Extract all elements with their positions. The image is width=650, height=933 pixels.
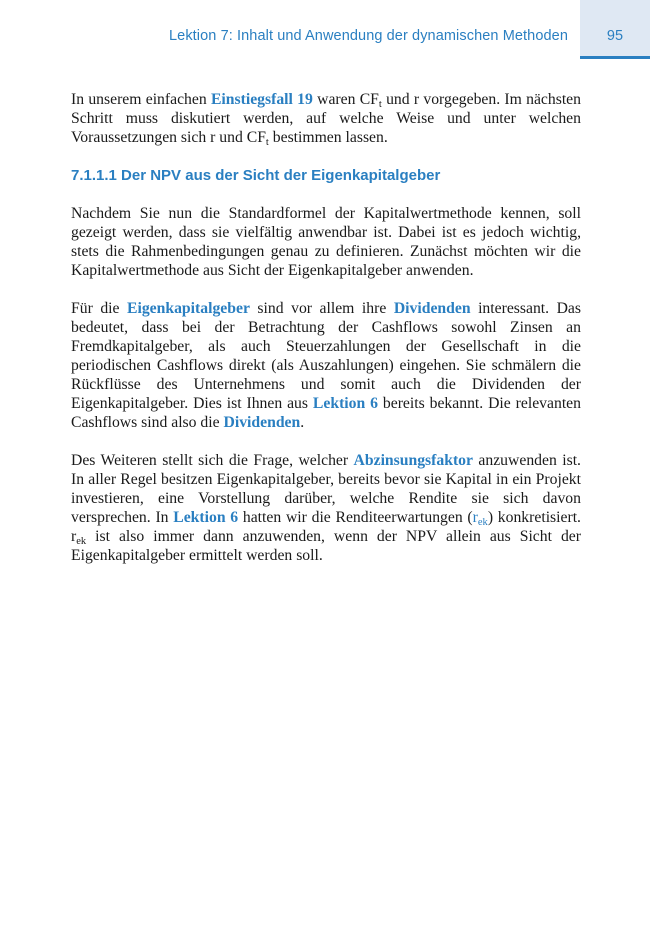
keyword-abzinsungsfaktor: Abzinsungsfaktor	[353, 452, 473, 469]
text: ist also immer dann anzuwenden, wenn der NPV allein aus Sicht der Eigenkapitalgeber ermittelt werden soll.	[71, 528, 581, 564]
text: und r vorgegeben. Im nächsten Schritt muss diskutiert werden, auf welche Weise und unter welchen Voraussetzungen sich r und CF	[71, 91, 581, 146]
lesson-link[interactable]: Lektion 6	[312, 395, 378, 412]
paragraph-standard-formula: Nachdem Sie nun die Standardformel der Kapitalwertmethode kennen, soll gezeigt werden, dass sie vielfältig anwendbar ist. Dabei ist es jedoch wichtig, stets die Rahmenbedingungen genau zu definieren. Zunächst möchten wir die Kapitalwertmethode aus Sicht der Eigenkapitalgeber anwenden.	[71, 205, 581, 279]
running-header: Lektion 7: Inhalt und Anwendung der dynamischen Methoden	[169, 28, 568, 44]
symbol: r	[472, 509, 478, 526]
subscript: ek	[76, 536, 87, 547]
text: anzuwenden ist. In aller Regel besitzen Eigenkapitalgeber, bereits bevor sie Kapital in ein Projekt investieren, eine Vorstellung darüber, welche Rendite sie sich davon versprechen. In	[71, 452, 581, 526]
keyword-eigenkapitalgeber: Eigenkapitalgeber	[127, 300, 250, 317]
paragraph-discount-factor	[71, 451, 581, 565]
lesson-link[interactable]: Lektion 6	[173, 509, 239, 526]
page-number: 95	[606, 28, 624, 44]
keyword-dividenden: Dividenden	[393, 300, 471, 317]
text: interessant. Das bedeutet, dass bei der Betrachtung der Cashflows sowohl Zinsen an Fremdkapitalgeber, als auch Steuerzahlungen der Gesellschaft in die periodischen Cashflows direkt (als Auszahlungen) eingehen. Sie schmälern die Rückflüsse des Unternehmens und somit auch die Dividenden der Eigenkapitalgeber. Dies ist Ihnen aus	[71, 300, 581, 412]
subscript: t	[378, 99, 382, 110]
text: bestimmen lassen.	[268, 129, 388, 146]
case-link[interactable]: Einstiegsfall 19	[210, 91, 313, 108]
text: Für die	[71, 300, 128, 317]
subscript: t	[265, 137, 269, 148]
page-content	[71, 90, 581, 584]
section-heading: 7.1.1.1 Der NPV aus der Sicht der Eigenkapitalgeber	[71, 167, 441, 184]
paragraph-dividends	[71, 299, 581, 432]
text: In unserem einfachen	[71, 91, 211, 108]
text: ) konkretisiert. r	[71, 509, 581, 545]
keyword-dividenden: Dividenden	[223, 414, 301, 431]
text: Des Weiteren stellt sich die Frage, welcher	[71, 452, 354, 469]
text: waren CF	[312, 91, 379, 108]
subscript: ek	[477, 517, 488, 528]
page-number-box	[580, 0, 650, 59]
text: sind vor allem ihre	[249, 300, 394, 317]
text: hatten wir die Renditeerwartungen (	[238, 509, 473, 526]
text: .	[300, 414, 305, 431]
paragraph-intro	[71, 90, 581, 147]
text: bereits bekannt. Die relevanten Cashflows sind also die	[71, 395, 581, 431]
